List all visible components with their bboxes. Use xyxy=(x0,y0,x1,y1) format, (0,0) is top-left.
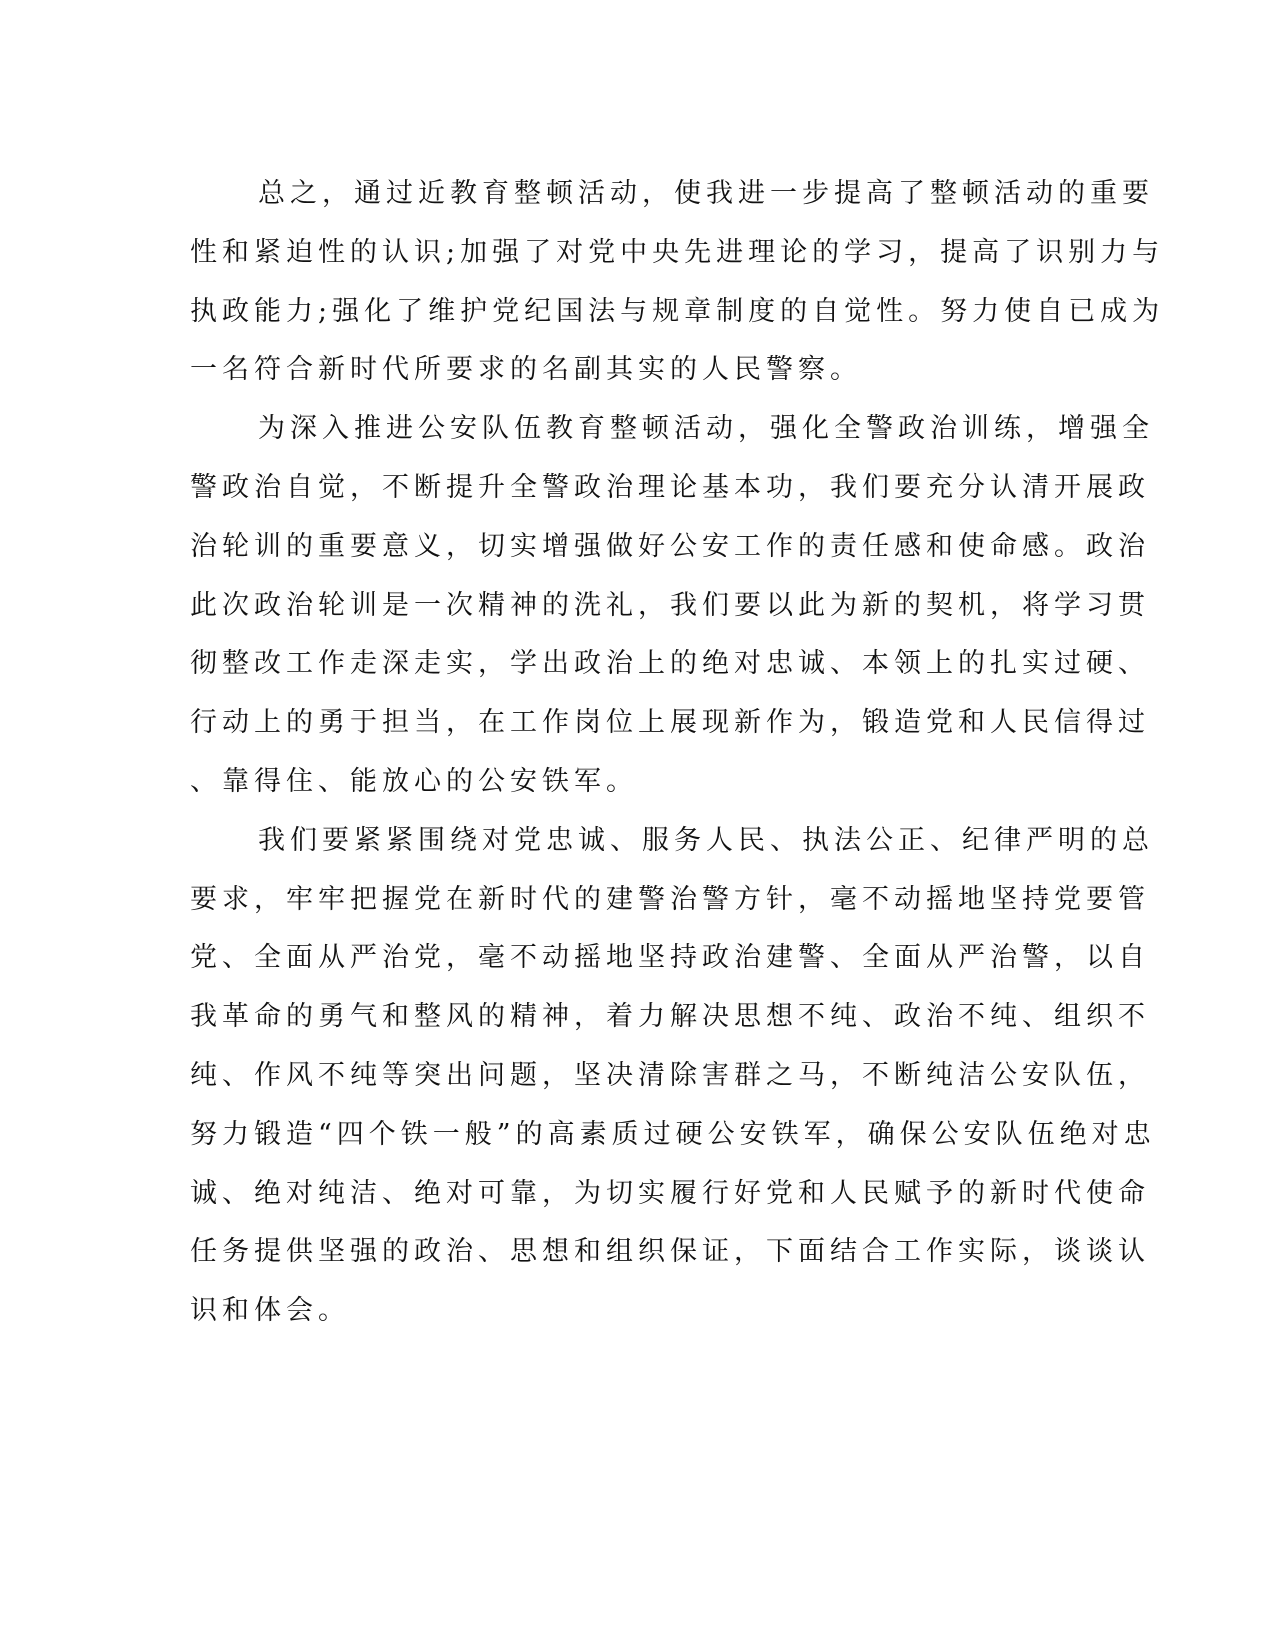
text-line: 执政能力;强化了维护党纪国法与规章制度的自觉性。努力使自已成为 xyxy=(190,295,1165,327)
text-line: 识和体会。 xyxy=(190,1295,350,1327)
text-line: 、靠得住、能放心的公安铁军。 xyxy=(190,765,638,797)
text-line: 纯、作风不纯等突出问题，坚决清除害群之马，不断纯洁公安队伍， xyxy=(190,1059,1150,1091)
text-line: 治轮训的重要意义，切实增强做好公安工作的责任感和使命感。政治 xyxy=(190,530,1150,562)
paragraph-1 xyxy=(190,165,1165,400)
text-line: 彻整改工作走深走实，学出政治上的绝对忠诚、本领上的扎实过硬、 xyxy=(190,648,1150,680)
text-line: 要求，牢牢把握党在新时代的建警治警方针，毫不动摇地坚持党要管 xyxy=(190,883,1150,915)
text-line: 一名符合新时代所要求的名副其实的人民警察。 xyxy=(190,354,862,386)
text-line: 为深入推进公安队伍教育整顿活动，强化全警政治训练，增强全 xyxy=(258,413,1154,445)
text-line: 我革命的勇气和整风的精神，着力解决思想不纯、政治不纯、组织不 xyxy=(190,1001,1150,1033)
document-body xyxy=(190,165,1165,1341)
text-line: 总之，通过近教育整顿活动，使我进一步提高了整顿活动的重要 xyxy=(258,178,1154,209)
text-line: 警政治自觉，不断提升全警政治理论基本功，我们要充分认清开展政 xyxy=(190,471,1150,503)
paragraph-3 xyxy=(190,812,1156,1341)
paragraph-2 xyxy=(190,400,1154,812)
text-line: 我们要紧紧围绕对党忠诚、服务人民、执法公正、纪律严明的总 xyxy=(258,824,1154,856)
text-line: 任务提供坚强的政治、思想和组织保证，下面结合工作实际，谈谈认 xyxy=(190,1236,1150,1268)
text-line: 党、全面从严治党，毫不动摇地坚持政治建警、全面从严治警，以自 xyxy=(190,942,1150,974)
text-line: 诚、绝对纯洁、绝对可靠，为切实履行好党和人民赋予的新时代使命 xyxy=(190,1177,1150,1209)
text-line: 努力锻造“四个铁一般”的高素质过硬公安铁军，确保公安队伍绝对忠 xyxy=(190,1118,1156,1150)
text-line: 行动上的勇于担当，在工作岗位上展现新作为，锻造党和人民信得过 xyxy=(190,707,1150,739)
text-line: 此次政治轮训是一次精神的洗礼，我们要以此为新的契机，将学习贯 xyxy=(190,589,1150,621)
text-line: 性和紧迫性的认识;加强了对党中央先进理论的学习，提高了识别力与 xyxy=(190,236,1165,268)
